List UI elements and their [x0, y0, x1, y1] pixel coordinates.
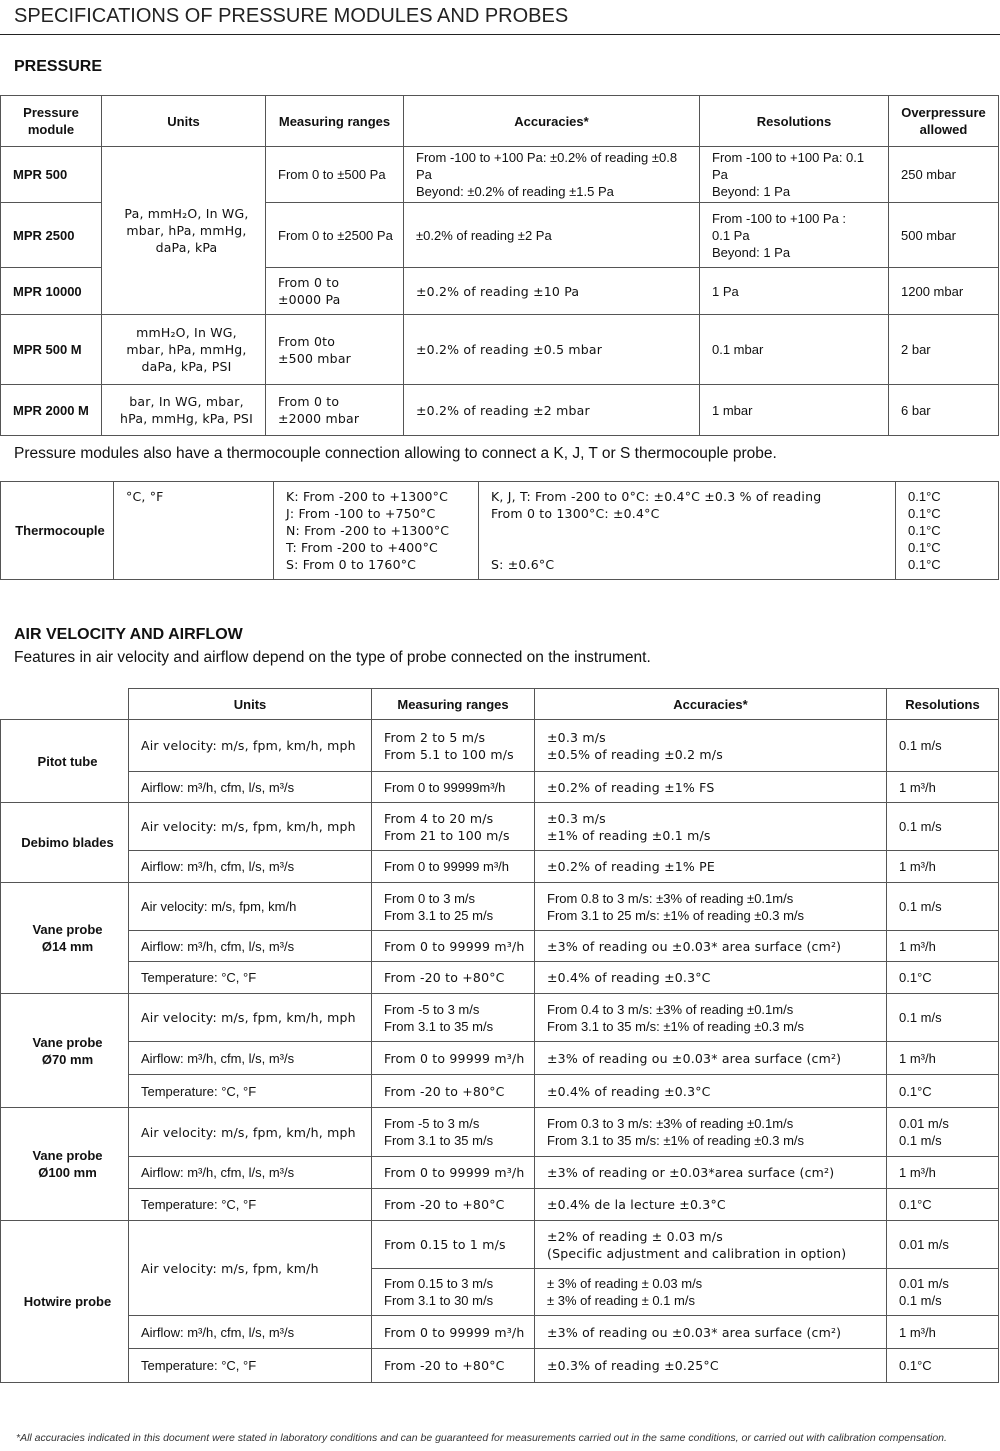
- range-cell: From -20 to +80°C: [372, 1189, 535, 1221]
- resolution-cell: 1 m³/h: [887, 772, 999, 803]
- table-row: [1, 482, 999, 580]
- range-cell: From -20 to +80°C: [372, 1349, 535, 1383]
- range-cell: From 0.15 to 1 m/s: [372, 1221, 535, 1269]
- resolution-cell: 0.1°C 0.1°C 0.1°C 0.1°C 0.1°C: [896, 482, 999, 580]
- resolution-cell: 0.1°C: [887, 962, 999, 994]
- resolution-cell: 0.01 m/s: [887, 1221, 999, 1269]
- col-header-accuracies: Accuracies*: [404, 96, 700, 147]
- accuracy-cell: From 0.4 to 3 m/s: ±3% of reading ±0.1m/s From 3.1 to 35 m/s: ±1% of reading ±0.3 m/s: [535, 994, 887, 1042]
- module-name: MPR 10000: [1, 268, 102, 315]
- accuracy-cell: ±0.4% of reading ±0.3°C: [535, 1075, 887, 1108]
- range-cell: From 0 to 99999 m³/h: [372, 1157, 535, 1189]
- accuracy-cell: ±3% of reading ou ±0.03* area surface (cm²): [535, 931, 887, 962]
- resolution-cell: 1 m³/h: [887, 1042, 999, 1075]
- range-cell: From 0 to ±0000 Pa: [266, 268, 404, 315]
- col-header-accuracies: Accuracies*: [535, 689, 887, 720]
- resolution-cell: 0.1 m/s: [887, 803, 999, 851]
- units-cell: Temperature: °C, °F: [129, 1349, 372, 1383]
- resolution-cell: 0.01 m/s 0.1 m/s: [887, 1269, 999, 1316]
- table-row: [1, 851, 999, 883]
- units-cell: Air velocity: m/s, fpm, km/h, mph: [129, 994, 372, 1042]
- footnote: *All accuracies indicated in this document were stated in laboratory conditions and can be guaranteed for measurements carried out in the same conditions, or carried out with calibration compensation.: [16, 1432, 947, 1444]
- probe-label: Vane probe Ø14 mm: [1, 883, 129, 994]
- table-row: [1, 720, 999, 772]
- resolution-cell: 1 Pa: [700, 268, 889, 315]
- accuracy-cell: ±0.3% of reading ±0.25°C: [535, 1349, 887, 1383]
- airflow-heading: AIR VELOCITY AND AIRFLOW: [14, 626, 243, 643]
- module-name: MPR 500 M: [1, 315, 102, 385]
- overpressure-cell: 500 mbar: [889, 203, 999, 268]
- col-header-ranges: Measuring ranges: [372, 689, 535, 720]
- table-row: [1, 803, 999, 851]
- col-header-resolutions: Resolutions: [887, 689, 999, 720]
- range-cell: From 0.15 to 3 m/s From 3.1 to 30 m/s: [372, 1269, 535, 1316]
- table-row: [1, 1221, 999, 1269]
- resolution-cell: 0.1 mbar: [700, 315, 889, 385]
- units-cell: Air velocity: m/s, fpm, km/h, mph: [129, 1108, 372, 1157]
- col-header-units: Units: [129, 689, 372, 720]
- col-header-overpressure: Overpressure allowed: [889, 96, 999, 147]
- range-cell: From 0 to 3 m/s From 3.1 to 25 m/s: [372, 883, 535, 931]
- units-cell: °C, °F: [114, 482, 274, 580]
- resolution-cell: 0.1 m/s: [887, 883, 999, 931]
- airflow-subtitle: Features in air velocity and airflow depend on the type of probe connected on the instrument.: [14, 649, 651, 666]
- units-cell: Airflow: m³/h, cfm, l/s, m³/s: [129, 1157, 372, 1189]
- accuracy-cell: ±0.3 m/s ±1% of reading ±0.1 m/s: [535, 803, 887, 851]
- table-row: [1, 1189, 999, 1221]
- units-cell: Temperature: °C, °F: [129, 962, 372, 994]
- accuracy-cell: ± 3% of reading ± 0.03 m/s ± 3% of reading ± 0.1 m/s: [535, 1269, 887, 1316]
- overpressure-cell: 2 bar: [889, 315, 999, 385]
- range-cell: From 0 to 99999 m³/h: [372, 1042, 535, 1075]
- table-row: [1, 385, 999, 436]
- probe-label: Vane probe Ø100 mm: [1, 1108, 129, 1221]
- resolution-cell: 1 m³/h: [887, 1157, 999, 1189]
- col-header-module: Pressure module: [1, 96, 102, 147]
- thermocouple-note: Pressure modules also have a thermocouple connection allowing to connect a K, J, T or S thermocouple probe.: [14, 445, 777, 462]
- thermocouple-label: Thermocouple: [1, 482, 114, 580]
- table-row: [1, 962, 999, 994]
- units-cell: Airflow: m³/h, cfm, l/s, m³/s: [129, 1042, 372, 1075]
- probe-label: Vane probe Ø70 mm: [1, 994, 129, 1108]
- accuracy-cell: ±0.2% of reading ±1% PE: [535, 851, 887, 883]
- table-row: [1, 931, 999, 962]
- table-row: [1, 994, 999, 1042]
- resolution-cell: 0.1 m/s: [887, 994, 999, 1042]
- col-header-units: Units: [102, 96, 266, 147]
- units-cell: Airflow: m³/h, cfm, l/s, m³/s: [129, 1316, 372, 1349]
- units-cell: Pa, mmH₂O, In WG, mbar, hPa, mmHg, daPa, kPa: [102, 147, 266, 315]
- resolution-cell: 0.1°C: [887, 1189, 999, 1221]
- accuracy-cell: ±0.2% of reading ±1% FS: [535, 772, 887, 803]
- units-cell: Airflow: m³/h, cfm, l/s, m³/s: [129, 772, 372, 803]
- units-cell: Air velocity: m/s, fpm, km/h, mph: [129, 720, 372, 772]
- range-cell: From 0 to 99999 m³/h: [372, 931, 535, 962]
- resolution-cell: 1 m³/h: [887, 931, 999, 962]
- range-cell: From 2 to 5 m/s From 5.1 to 100 m/s: [372, 720, 535, 772]
- units-cell: Airflow: m³/h, cfm, l/s, m³/s: [129, 851, 372, 883]
- resolution-cell: 0.1°C: [887, 1349, 999, 1383]
- resolution-cell: From -100 to +100 Pa : 0.1 Pa Beyond: 1 Pa: [700, 203, 889, 268]
- units-cell: Air velocity: m/s, fpm, km/h: [129, 1221, 372, 1316]
- accuracy-cell: ±0.2% of reading ±2 Pa: [404, 203, 700, 268]
- accuracy-cell: ±0.4% of reading ±0.3°C: [535, 962, 887, 994]
- range-cell: From -20 to +80°C: [372, 1075, 535, 1108]
- probe-label: Hotwire probe: [1, 1221, 129, 1383]
- units-cell: Air velocity: m/s, fpm, km/h: [129, 883, 372, 931]
- module-name: MPR 2500: [1, 203, 102, 268]
- units-cell: bar, In WG, mbar, hPa, mmHg, kPa, PSI: [102, 385, 266, 436]
- units-cell: Temperature: °C, °F: [129, 1075, 372, 1108]
- accuracy-cell: ±0.2% of reading ±2 mbar: [404, 385, 700, 436]
- pressure-table: [0, 95, 999, 436]
- blank-header: [1, 689, 129, 720]
- thermocouple-table: [0, 481, 999, 580]
- resolution-cell: 0.1°C: [887, 1075, 999, 1108]
- overpressure-cell: 6 bar: [889, 385, 999, 436]
- accuracy-cell: From 0.8 to 3 m/s: ±3% of reading ±0.1m/s From 3.1 to 25 m/s: ±1% of reading ±0.3 m/s: [535, 883, 887, 931]
- table-row: [1, 1316, 999, 1349]
- resolution-cell: 0.1 m/s: [887, 720, 999, 772]
- module-name: MPR 500: [1, 147, 102, 203]
- accuracy-cell: ±0.2% of reading ±0.5 mbar: [404, 315, 700, 385]
- col-header-resolutions: Resolutions: [700, 96, 889, 147]
- range-cell: From 0 to 99999 m³/h: [372, 851, 535, 883]
- accuracy-cell: From 0.3 to 3 m/s: ±3% of reading ±0.1m/s From 3.1 to 35 m/s: ±1% of reading ±0.3 m/s: [535, 1108, 887, 1157]
- units-cell: Temperature: °C, °F: [129, 1189, 372, 1221]
- range-cell: From 0 to 99999 m³/h: [372, 1316, 535, 1349]
- units-cell: mmH₂O, In WG, mbar, hPa, mmHg, daPa, kPa, PSI: [102, 315, 266, 385]
- range-cell: From -5 to 3 m/s From 3.1 to 35 m/s: [372, 994, 535, 1042]
- page-title: SPECIFICATIONS OF PRESSURE MODULES AND PROBES: [14, 5, 569, 27]
- overpressure-cell: 250 mbar: [889, 147, 999, 203]
- probe-label: Debimo blades: [1, 803, 129, 883]
- probe-label: Pitot tube: [1, 720, 129, 803]
- accuracy-cell: ±0.4% de la lecture ±0.3°C: [535, 1189, 887, 1221]
- range-cell: K: From -200 to +1300°C J: From -100 to +750°C N: From -200 to +1300°C T: From -200 to +400°C S: From 0 to 1760°C: [274, 482, 479, 580]
- units-cell: Airflow: m³/h, cfm, l/s, m³/s: [129, 931, 372, 962]
- accuracy-cell: ±0.3 m/s ±0.5% of reading ±0.2 m/s: [535, 720, 887, 772]
- range-cell: From 0 to ±500 Pa: [266, 147, 404, 203]
- table-row: [1, 315, 999, 385]
- overpressure-cell: 1200 mbar: [889, 268, 999, 315]
- units-cell: Air velocity: m/s, fpm, km/h, mph: [129, 803, 372, 851]
- airflow-table: [0, 688, 999, 1383]
- table-row: [1, 1108, 999, 1157]
- range-cell: From 0 to 99999m³/h: [372, 772, 535, 803]
- table-row: [1, 1042, 999, 1075]
- module-name: MPR 2000 M: [1, 385, 102, 436]
- range-cell: From 0 to ±2000 mbar: [266, 385, 404, 436]
- resolution-cell: 1 m³/h: [887, 1316, 999, 1349]
- table-row: [1, 1075, 999, 1108]
- col-header-ranges: Measuring ranges: [266, 96, 404, 147]
- range-cell: From -20 to +80°C: [372, 962, 535, 994]
- page-header: [0, 0, 1000, 35]
- accuracy-cell: ±3% of reading ou ±0.03* area surface (cm²): [535, 1042, 887, 1075]
- accuracy-cell: ±3% of reading ou ±0.03* area surface (cm²): [535, 1316, 887, 1349]
- resolution-cell: From -100 to +100 Pa: 0.1 Pa Beyond: 1 Pa: [700, 147, 889, 203]
- range-cell: From 4 to 20 m/s From 21 to 100 m/s: [372, 803, 535, 851]
- accuracy-cell: ±2% of reading ± 0.03 m/s (Specific adjustment and calibration in option): [535, 1221, 887, 1269]
- resolution-cell: 1 mbar: [700, 385, 889, 436]
- resolution-cell: 0.01 m/s 0.1 m/s: [887, 1108, 999, 1157]
- range-cell: From 0 to ±2500 Pa: [266, 203, 404, 268]
- range-cell: From 0to ±500 mbar: [266, 315, 404, 385]
- accuracy-cell: ±3% of reading or ±0.03*area surface (cm²): [535, 1157, 887, 1189]
- table-row: [1, 147, 999, 203]
- table-row: [1, 1157, 999, 1189]
- table-row: [1, 772, 999, 803]
- table-row: [1, 883, 999, 931]
- range-cell: From -5 to 3 m/s From 3.1 to 35 m/s: [372, 1108, 535, 1157]
- accuracy-cell: ±0.2% of reading ±10 Pa: [404, 268, 700, 315]
- accuracy-cell: From -100 to +100 Pa: ±0.2% of reading ±0.8 Pa Beyond: ±0.2% of reading ±1.5 Pa: [404, 147, 700, 203]
- accuracy-cell: K, J, T: From -200 to 0°C: ±0.4°C ±0.3 % of reading From 0 to 1300°C: ±0.4°C S: ±0.6°C: [479, 482, 896, 580]
- resolution-cell: 1 m³/h: [887, 851, 999, 883]
- table-row: [1, 1349, 999, 1383]
- pressure-heading: PRESSURE: [14, 58, 103, 75]
